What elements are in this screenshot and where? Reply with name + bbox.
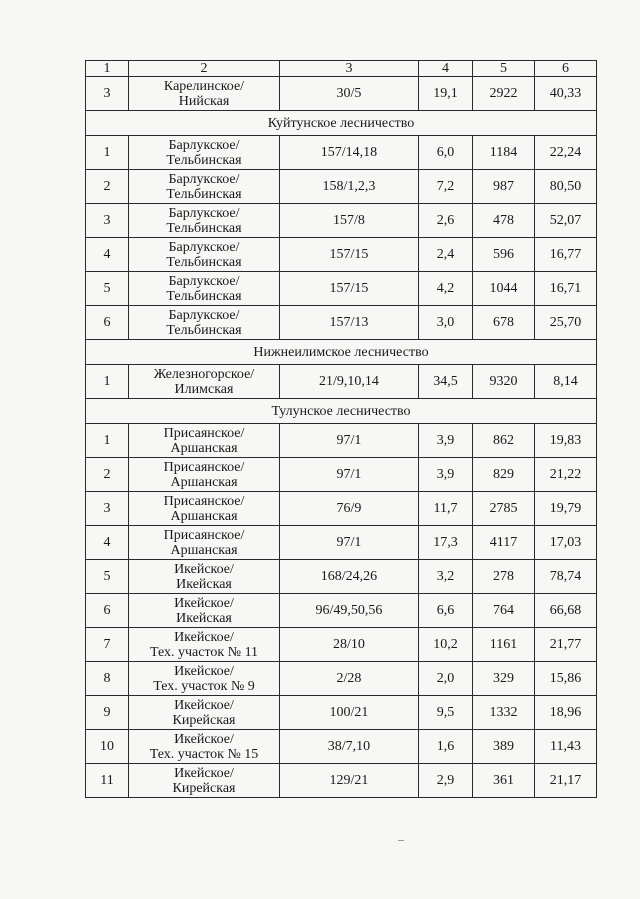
rate-cell: 21,22 — [535, 458, 597, 492]
forestry-name: Барлукское/ — [168, 205, 240, 221]
rate-cell: 52,07 — [535, 204, 597, 238]
forestry-district-cell — [129, 628, 280, 662]
volume-cell: 987 — [473, 170, 535, 204]
area-cell: 6,0 — [419, 136, 473, 170]
table-row — [86, 238, 597, 272]
area-cell: 3,9 — [419, 458, 473, 492]
volume-cell: 9320 — [473, 365, 535, 399]
area-cell: 3,2 — [419, 560, 473, 594]
district-name: Аршанская — [170, 542, 238, 558]
rate-cell: 80,50 — [535, 170, 597, 204]
quarter-plot-cell: 96/49,50,56 — [280, 594, 419, 628]
rate-cell: 19,79 — [535, 492, 597, 526]
section-header-row — [86, 399, 597, 424]
area-cell: 2,6 — [419, 204, 473, 238]
row-number-cell: 4 — [86, 238, 129, 272]
forestry-district-cell — [129, 594, 280, 628]
row-number-cell: 5 — [86, 560, 129, 594]
row-number-cell: 2 — [86, 458, 129, 492]
table-row — [86, 696, 597, 730]
volume-cell: 478 — [473, 204, 535, 238]
row-number-cell: 2 — [86, 170, 129, 204]
area-cell: 34,5 — [419, 365, 473, 399]
forestry-name: Присаянское/ — [163, 527, 245, 543]
quarter-plot-cell: 157/15 — [280, 238, 419, 272]
table-row — [86, 458, 597, 492]
forestry-name: Барлукское/ — [168, 239, 240, 255]
quarter-plot-cell: 157/15 — [280, 272, 419, 306]
forestry-name: Присаянское/ — [163, 459, 245, 475]
forestry-name: Икейское/ — [174, 595, 234, 611]
forestry-district-cell — [129, 238, 280, 272]
column-number: 5 — [473, 61, 535, 77]
row-number-cell: 5 — [86, 272, 129, 306]
forestry-name: Икейское/ — [174, 697, 234, 713]
forestry-name: Барлукское/ — [168, 307, 240, 323]
forestry-name: Икейское/ — [174, 629, 234, 645]
quarter-plot-cell: 97/1 — [280, 458, 419, 492]
row-number-cell: 1 — [86, 136, 129, 170]
district-name: Тех. участок № 11 — [149, 644, 259, 660]
district-name: Илимская — [174, 381, 234, 397]
district-name: Аршанская — [170, 474, 238, 490]
forestry-name: Присаянское/ — [163, 425, 245, 441]
district-name: Тельбинская — [166, 220, 242, 236]
volume-cell: 2785 — [473, 492, 535, 526]
forestry-name: Икейское/ — [174, 731, 234, 747]
table-row — [86, 594, 597, 628]
rate-cell: 16,71 — [535, 272, 597, 306]
table-row — [86, 272, 597, 306]
rate-cell: 78,74 — [535, 560, 597, 594]
scan-mark — [398, 840, 404, 841]
rate-cell: 15,86 — [535, 662, 597, 696]
rate-cell: 22,24 — [535, 136, 597, 170]
quarter-plot-cell: 129/21 — [280, 764, 419, 798]
table-row — [86, 662, 597, 696]
row-number-cell: 1 — [86, 424, 129, 458]
quarter-plot-cell: 76/9 — [280, 492, 419, 526]
forestry-district-cell — [129, 560, 280, 594]
quarter-plot-cell: 168/24,26 — [280, 560, 419, 594]
forestry-name: Железногорское/ — [153, 366, 255, 382]
row-number-cell: 11 — [86, 764, 129, 798]
volume-cell: 1161 — [473, 628, 535, 662]
forestry-name: Присаянское/ — [163, 493, 245, 509]
row-number-cell: 9 — [86, 696, 129, 730]
row-number-cell: 7 — [86, 628, 129, 662]
forestry-table — [85, 60, 597, 798]
column-number: 4 — [419, 61, 473, 77]
forestry-district-cell — [129, 272, 280, 306]
district-name: Тельбинская — [166, 322, 242, 338]
row-number-cell: 6 — [86, 594, 129, 628]
column-number: 6 — [535, 61, 597, 77]
section-title: Тулунское лесничество — [86, 399, 597, 424]
volume-cell: 278 — [473, 560, 535, 594]
forestry-name: Карелинское/ — [163, 78, 245, 94]
forestry-district-cell — [129, 170, 280, 204]
district-name: Тельбинская — [166, 152, 242, 168]
table-row — [86, 764, 597, 798]
row-number-cell: 10 — [86, 730, 129, 764]
table-row — [86, 365, 597, 399]
quarter-plot-cell: 157/13 — [280, 306, 419, 340]
forestry-district-cell — [129, 306, 280, 340]
area-cell: 2,0 — [419, 662, 473, 696]
district-name: Икейская — [176, 576, 232, 592]
quarter-plot-cell: 97/1 — [280, 526, 419, 560]
volume-cell: 1044 — [473, 272, 535, 306]
table-row — [86, 204, 597, 238]
forestry-district-cell — [129, 696, 280, 730]
area-cell: 1,6 — [419, 730, 473, 764]
row-number-cell: 8 — [86, 662, 129, 696]
forestry-name: Икейское/ — [174, 765, 234, 781]
table-row — [86, 628, 597, 662]
rate-cell: 66,68 — [535, 594, 597, 628]
area-cell: 10,2 — [419, 628, 473, 662]
forestry-district-cell — [129, 526, 280, 560]
volume-cell: 2922 — [473, 77, 535, 111]
area-cell: 2,9 — [419, 764, 473, 798]
volume-cell: 596 — [473, 238, 535, 272]
row-number-cell: 1 — [86, 365, 129, 399]
rate-cell: 25,70 — [535, 306, 597, 340]
quarter-plot-cell: 157/14,18 — [280, 136, 419, 170]
forestry-district-cell — [129, 492, 280, 526]
forestry-name: Икейское/ — [174, 561, 234, 577]
forestry-district-cell — [129, 730, 280, 764]
quarter-plot-cell: 28/10 — [280, 628, 419, 662]
district-name: Тельбинская — [166, 288, 242, 304]
row-number-cell: 3 — [86, 204, 129, 238]
volume-cell: 829 — [473, 458, 535, 492]
rate-cell: 18,96 — [535, 696, 597, 730]
district-name: Икейская — [176, 610, 232, 626]
column-number: 3 — [280, 61, 419, 77]
forestry-name: Икейское/ — [174, 663, 234, 679]
volume-cell: 862 — [473, 424, 535, 458]
forestry-district-cell — [129, 365, 280, 399]
rate-cell: 8,14 — [535, 365, 597, 399]
table-row — [86, 526, 597, 560]
row-number-cell: 3 — [86, 492, 129, 526]
section-title: Куйтунское лесничество — [86, 111, 597, 136]
district-name: Тех. участок № 9 — [153, 678, 255, 694]
column-number-row — [86, 61, 597, 77]
table-row — [86, 424, 597, 458]
row-number-cell: 6 — [86, 306, 129, 340]
volume-cell: 361 — [473, 764, 535, 798]
district-name: Кирейская — [172, 780, 236, 796]
volume-cell: 1332 — [473, 696, 535, 730]
volume-cell: 1184 — [473, 136, 535, 170]
area-cell: 9,5 — [419, 696, 473, 730]
table-row — [86, 560, 597, 594]
district-name: Тельбинская — [166, 186, 242, 202]
area-cell: 4,2 — [419, 272, 473, 306]
district-name: Аршанская — [170, 440, 238, 456]
volume-cell: 678 — [473, 306, 535, 340]
table-row — [86, 136, 597, 170]
forestry-name: Барлукское/ — [168, 273, 240, 289]
forestry-name: Барлукское/ — [168, 137, 240, 153]
area-cell: 19,1 — [419, 77, 473, 111]
quarter-plot-cell: 100/21 — [280, 696, 419, 730]
area-cell: 17,3 — [419, 526, 473, 560]
district-name: Нийская — [178, 93, 230, 109]
area-cell: 3,9 — [419, 424, 473, 458]
rate-cell: 16,77 — [535, 238, 597, 272]
area-cell: 11,7 — [419, 492, 473, 526]
rate-cell: 21,17 — [535, 764, 597, 798]
rate-cell: 21,77 — [535, 628, 597, 662]
quarter-plot-cell: 157/8 — [280, 204, 419, 238]
forestry-district-cell — [129, 204, 280, 238]
district-name: Тех. участок № 15 — [149, 746, 259, 762]
forestry-district-cell — [129, 764, 280, 798]
area-cell: 3,0 — [419, 306, 473, 340]
rate-cell: 40,33 — [535, 77, 597, 111]
forestry-district-cell — [129, 424, 280, 458]
table-row — [86, 730, 597, 764]
quarter-plot-cell: 158/1,2,3 — [280, 170, 419, 204]
table-row — [86, 77, 597, 111]
district-name: Тельбинская — [166, 254, 242, 270]
table-row — [86, 492, 597, 526]
volume-cell: 4117 — [473, 526, 535, 560]
section-header-row — [86, 340, 597, 365]
area-cell: 7,2 — [419, 170, 473, 204]
forestry-district-cell — [129, 662, 280, 696]
rate-cell: 17,03 — [535, 526, 597, 560]
table-row — [86, 306, 597, 340]
quarter-plot-cell: 97/1 — [280, 424, 419, 458]
quarter-plot-cell: 38/7,10 — [280, 730, 419, 764]
table-row — [86, 170, 597, 204]
row-number-cell: 4 — [86, 526, 129, 560]
quarter-plot-cell: 2/28 — [280, 662, 419, 696]
quarter-plot-cell: 30/5 — [280, 77, 419, 111]
column-number: 2 — [129, 61, 280, 77]
volume-cell: 764 — [473, 594, 535, 628]
row-number-cell: 3 — [86, 77, 129, 111]
area-cell: 6,6 — [419, 594, 473, 628]
column-number: 1 — [86, 61, 129, 77]
forestry-district-cell — [129, 136, 280, 170]
section-title: Нижнеилимское лесничество — [86, 340, 597, 365]
district-name: Кирейская — [172, 712, 236, 728]
forestry-name: Барлукское/ — [168, 171, 240, 187]
rate-cell: 19,83 — [535, 424, 597, 458]
rate-cell: 11,43 — [535, 730, 597, 764]
section-header-row — [86, 111, 597, 136]
area-cell: 2,4 — [419, 238, 473, 272]
volume-cell: 389 — [473, 730, 535, 764]
volume-cell: 329 — [473, 662, 535, 696]
district-name: Аршанская — [170, 508, 238, 524]
quarter-plot-cell: 21/9,10,14 — [280, 365, 419, 399]
forestry-district-cell — [129, 458, 280, 492]
forestry-district-cell — [129, 77, 280, 111]
